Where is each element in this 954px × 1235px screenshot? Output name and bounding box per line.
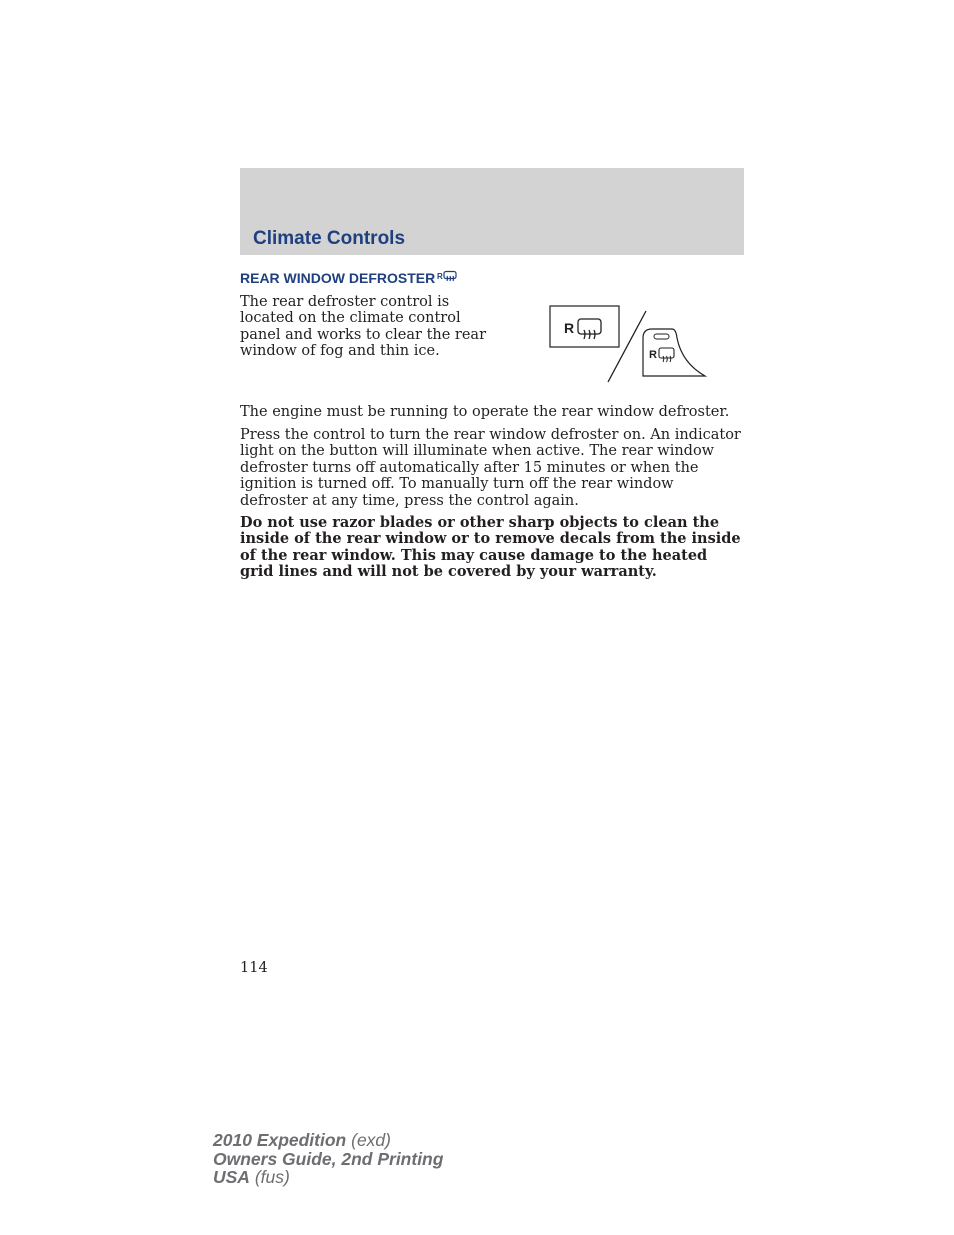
body-paragraph-1: The engine must be running to operate the rear window defroster.	[240, 404, 730, 420]
footer-model: 2010 Expedition	[213, 1130, 347, 1150]
section-title: Climate Controls	[253, 228, 406, 249]
rear-defrost-icon-letter: R	[437, 272, 443, 281]
rear-defrost-icon	[437, 270, 459, 284]
footer-market: USA	[213, 1167, 250, 1188]
footer-market-code: (fus)	[254, 1167, 290, 1188]
control-panel-inset-letter: R	[649, 349, 657, 361]
page-number: 114	[240, 960, 268, 976]
defrost-button-closeup-letter: R	[564, 320, 575, 336]
footer-printing: Owners Guide, 2nd Printing	[213, 1148, 444, 1169]
rear-defroster-control-illustration	[548, 305, 710, 385]
section-heading-text: REAR WINDOW DEFROSTER	[240, 270, 436, 286]
intro-paragraph: The rear defroster control is located on the climate control panel and works to clear the rear window of fog and thin ice.	[240, 294, 487, 360]
defrost-button-closeup	[550, 306, 619, 347]
section-header-band	[240, 168, 744, 255]
footer-model-code: (exd)	[351, 1130, 391, 1150]
body-paragraph-2: Press the control to turn the rear window defroster on. An indicator light on the button will illuminate when active. The rear window defroster turns off automatically after 15 minutes or when the ignition is turned off. To manually turn off the rear window defroster at any time, press the control again.	[240, 427, 741, 509]
warning-paragraph: Do not use razor blades or other sharp objects to clean the inside of the rear window or to remove decals from the inside of the rear window. This may cause damage to the heated grid lines and will not be covered by your warranty.	[240, 514, 741, 581]
section-heading	[240, 270, 459, 286]
footer-edition-info	[213, 1131, 443, 1187]
